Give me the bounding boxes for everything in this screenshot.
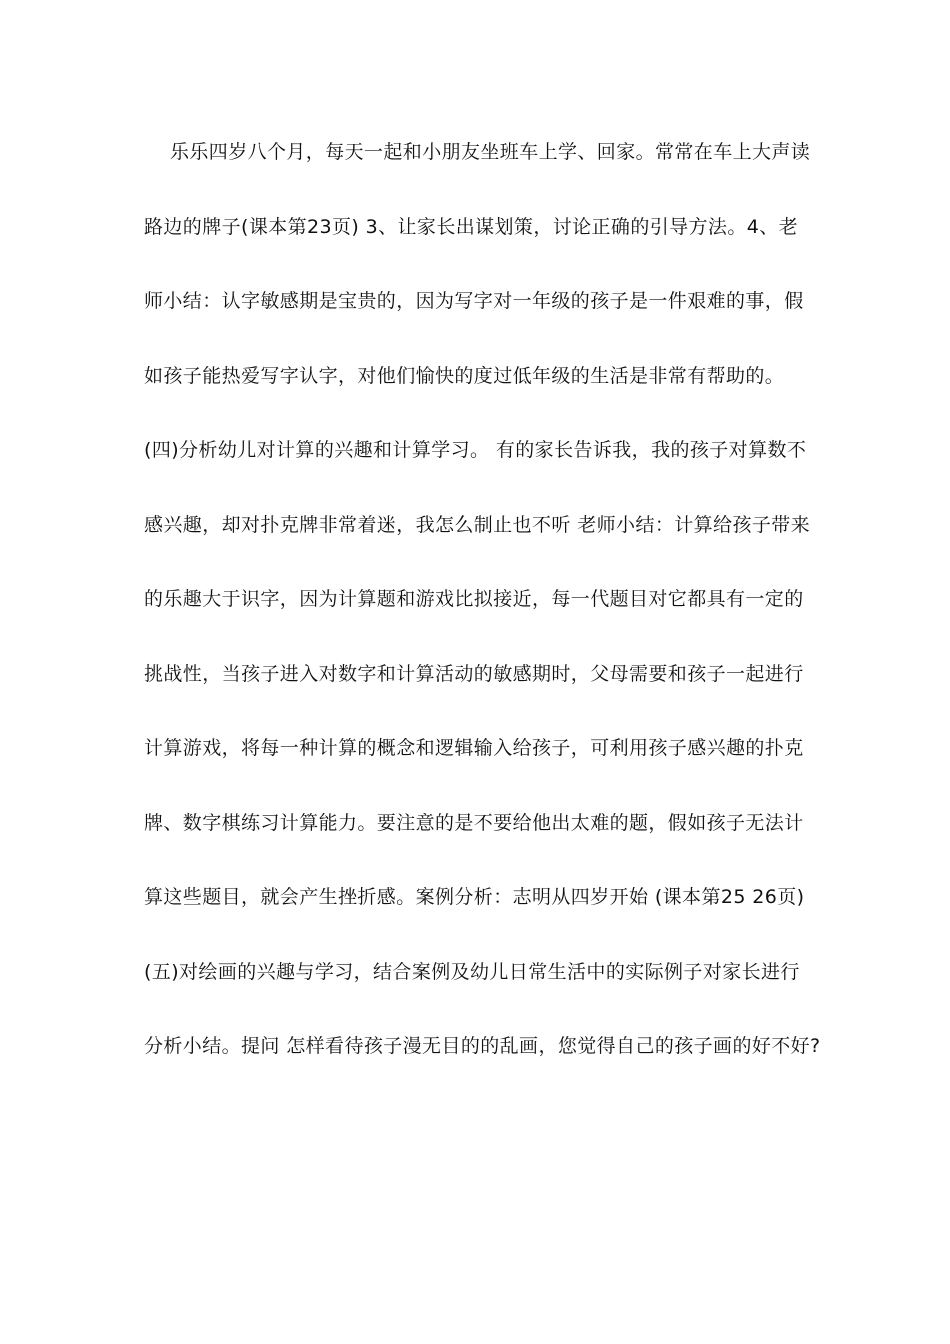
body-text [144, 131, 824, 1100]
text-line: 的乐趣大于识字，因为计算题和游戏比拟接近，每一代题目对它都具有一定的 [144, 588, 804, 610]
text-line: (四)分析幼儿对计算的兴趣和计算学习。 有的家长告诉我，我的孩子对算数不 [144, 439, 807, 461]
text-line: 路边的牌子(课本第23页) 3、让家长出谋划策，讨论正确的引导方法。4、老 [144, 215, 799, 238]
text-line: 算这些题目，就会产生挫折感。案例分析：志明从四岁开始 (课本第25 26页) [144, 886, 805, 908]
text-line: 感兴趣，却对扑克牌非常着迷，我怎么制止也不听 老师小结：计算给孩子带来 [144, 513, 811, 536]
text-line: 牌、数字棋练习计算能力。要注意的是不要给他出太难的题，假如孩子无法计 [144, 811, 804, 834]
text-line: 师小结：认字敏感期是宝贵的，因为写字对一年级的孩子是一件艰难的事，假 [144, 290, 804, 312]
text-line: 分析小结。提问 怎样看待孩子漫无目的的乱画，您觉得自己的孩子画的好不好? [144, 1035, 821, 1057]
text-line: 如孩子能热爱写字认字，对他们愉快的度过低年级的生活是非常有帮助的。 [144, 364, 785, 387]
text-line: (五)对绘画的兴趣与学习，结合案例及幼儿日常生活中的实际例子对家长进行 [144, 960, 800, 983]
text-line: 挑战性，当孩子进入对数字和计算活动的敏感期时，父母需要和孩子一起进行 [144, 662, 804, 685]
text-line: 乐乐四岁八个月，每天一起和小朋友坐班车上学、回家。常常在车上大声读 [170, 141, 811, 163]
text-line: 计算游戏，将每一种计算的概念和逻辑输入给孩子，可利用孩子感兴趣的扑克 [144, 737, 804, 759]
